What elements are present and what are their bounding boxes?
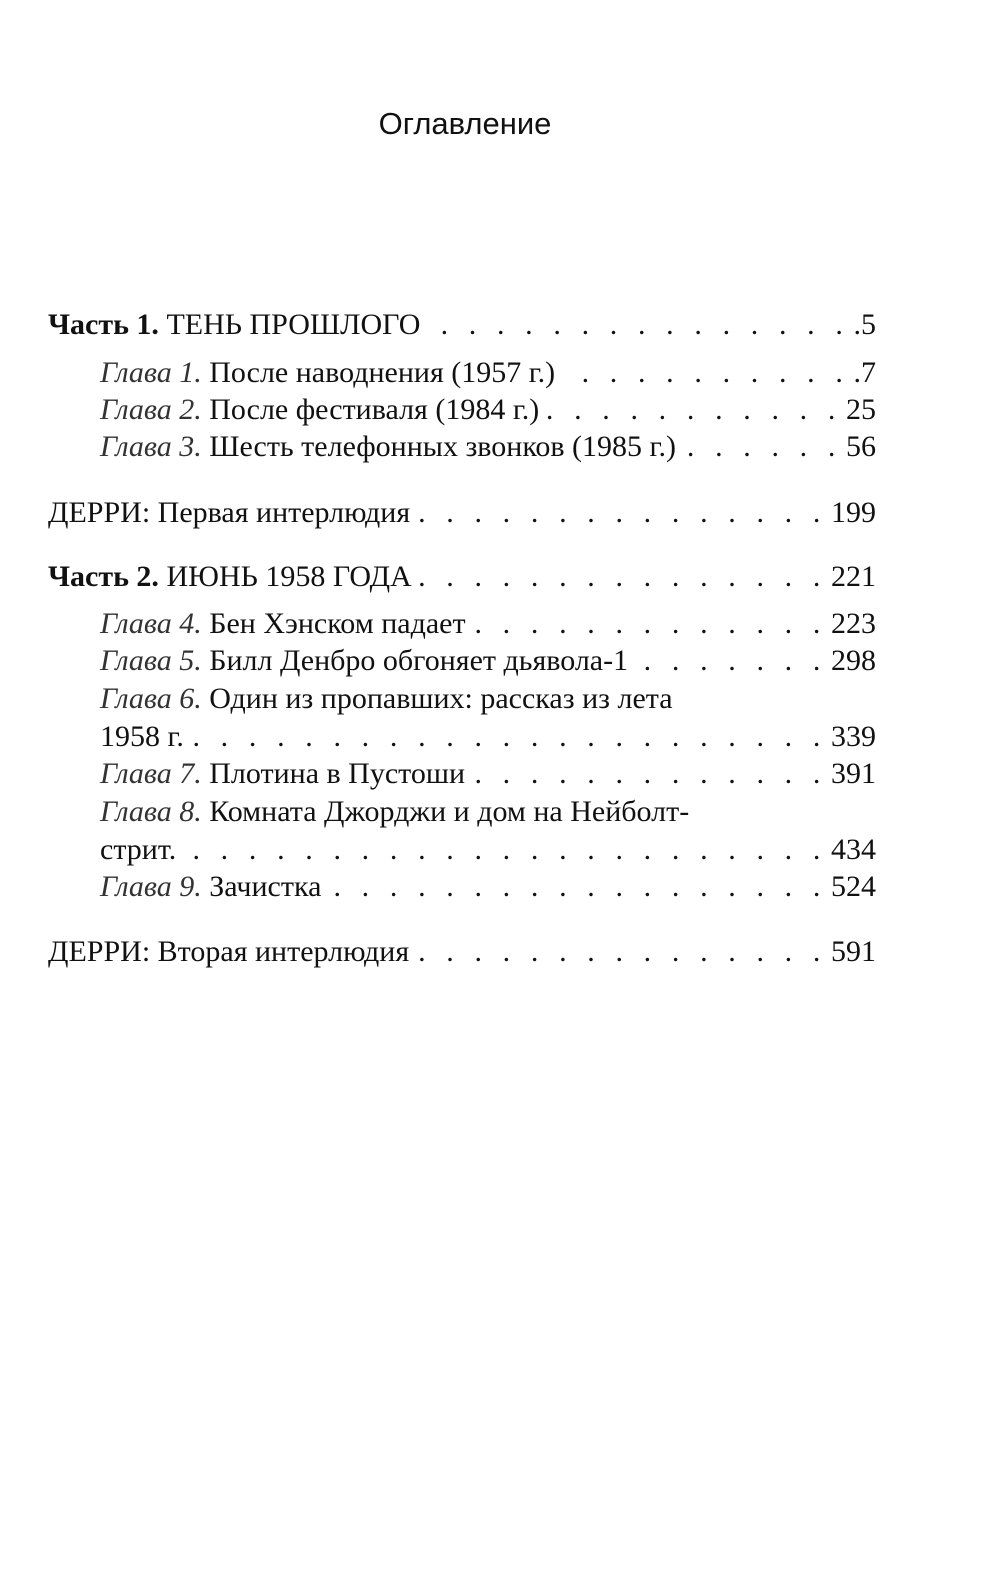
dot-leader: [413, 934, 827, 970]
toc-chapter-5[interactable]: [100, 643, 876, 679]
toc-chapter-4[interactable]: [100, 606, 876, 642]
page-number: 223: [831, 607, 876, 640]
dot-leader: [424, 307, 849, 343]
page-number: .5: [853, 308, 876, 341]
dot-leader: [543, 392, 842, 428]
entry-title: Плотина в Пустоши: [209, 757, 466, 790]
entry-title: После наводнения (1957 г.): [209, 356, 556, 389]
page-number: 524: [831, 870, 876, 903]
toc-chapter-1[interactable]: [100, 355, 876, 391]
page-number: .7: [853, 356, 876, 389]
dot-leader: [470, 606, 827, 642]
entry-title: Шесть телефонных звонков (1985 г.): [209, 430, 676, 463]
page-number: 199: [831, 496, 876, 529]
entry-title: Билл Денбро обгоняет дьявола-1: [209, 644, 629, 677]
page-number: 591: [831, 935, 876, 968]
entry-title: ИЮНЬ 1958 ГОДА: [166, 560, 412, 593]
page-number: 56: [846, 430, 876, 463]
chapter-prefix: Глава 1.: [100, 356, 202, 389]
toc-chapter-8-continued[interactable]: [100, 832, 876, 868]
entry-title-continued: стрит.: [100, 833, 177, 866]
page-number: 25: [846, 393, 876, 426]
page-number: 339: [831, 720, 876, 753]
toc-interlude-1[interactable]: [48, 495, 876, 531]
page-title: Оглавление: [378, 106, 552, 141]
page-number: 298: [831, 644, 876, 677]
entry-title: Один из пропавших: рассказ из лета: [209, 682, 673, 715]
chapter-prefix: Глава 8.: [100, 795, 202, 828]
part-prefix: Часть 1.: [48, 308, 159, 341]
chapter-prefix: Глава 5.: [100, 644, 202, 677]
page-number: 434: [831, 833, 876, 866]
dot-leader: [325, 869, 827, 905]
entry-title-continued: 1958 г.: [100, 720, 184, 753]
page-number: 221: [831, 560, 876, 593]
toc-chapter-2[interactable]: [100, 392, 876, 428]
entry-title: ДЕРРИ: Первая интерлюдия: [48, 496, 411, 529]
dot-leader: [188, 719, 827, 755]
part-prefix: Часть 2.: [48, 560, 159, 593]
toc-chapter-6-continued[interactable]: [100, 719, 876, 755]
toc-chapter-8[interactable]: [100, 794, 876, 830]
dot-leader: [416, 559, 827, 595]
toc-interlude-2[interactable]: [48, 934, 876, 970]
dot-leader: [469, 756, 827, 792]
toc-part-1[interactable]: [48, 307, 876, 343]
entry-title: После фестиваля (1984 г.): [209, 393, 540, 426]
chapter-prefix: Глава 7.: [100, 757, 202, 790]
toc-chapter-6[interactable]: [100, 681, 876, 717]
chapter-prefix: Глава 6.: [100, 682, 202, 715]
chapter-prefix: Глава 3.: [100, 430, 202, 463]
entry-title: Комната Джорджи и дом на Нейболт-: [209, 795, 690, 828]
entry-title: Зачистка: [209, 870, 322, 903]
dot-leader: [180, 832, 827, 868]
entry-title: ДЕРРИ: Вторая интерлюдия: [48, 935, 410, 968]
entry-title: Бен Хэнском падает: [209, 607, 466, 640]
page-number: 391: [831, 757, 876, 790]
dot-leader: [680, 429, 842, 465]
dot-leader: [414, 495, 827, 531]
toc-part-2[interactable]: [48, 559, 876, 595]
dot-leader: [632, 643, 827, 679]
chapter-prefix: Глава 9.: [100, 870, 202, 903]
entry-title: ТЕНЬ ПРОШЛОГО: [166, 308, 421, 341]
toc-chapter-7[interactable]: [100, 756, 876, 792]
chapter-prefix: Глава 4.: [100, 607, 202, 640]
toc-chapter-3[interactable]: [100, 429, 876, 465]
chapter-prefix: Глава 2.: [100, 393, 202, 426]
dot-leader: [559, 355, 849, 391]
toc-chapter-9[interactable]: [100, 869, 876, 905]
